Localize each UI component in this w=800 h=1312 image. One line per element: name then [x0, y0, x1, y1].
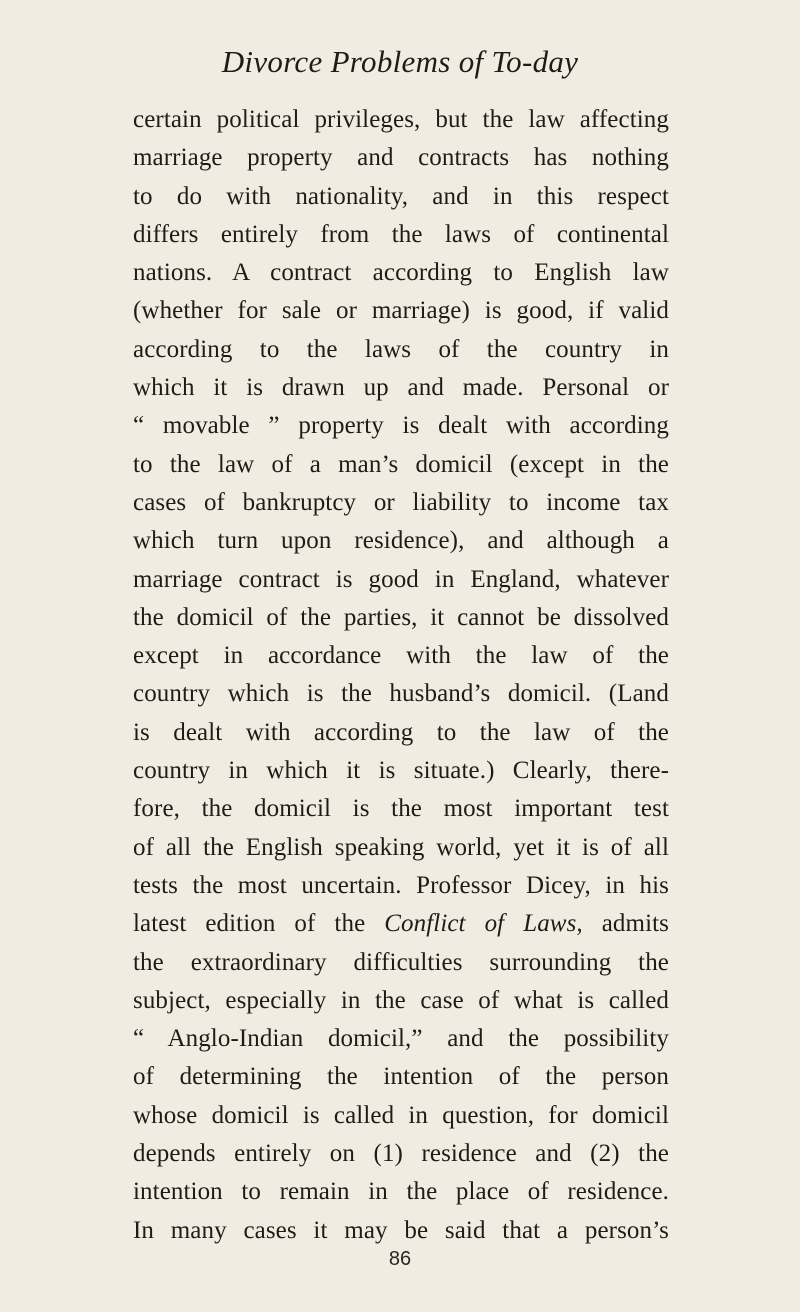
text-line-4: differs entirely from the laws of continental	[133, 220, 669, 248]
book-title-italic: Conflict of Laws,	[384, 910, 583, 938]
text-line-23: the extraordinary difficulties surrounding the	[133, 948, 669, 976]
body-text	[133, 101, 669, 1250]
text-line-3: to do with nationality, and in this respect	[133, 182, 669, 210]
text-line-13: marriage contract is good in England, whatever	[133, 565, 669, 593]
text-line-21: tests the most uncertain. Professor Dicey, in his	[133, 871, 669, 899]
text-line-9: “ movable ” property is dealt with according	[133, 412, 669, 440]
text-line-30: In many cases it may be said that a person’s	[133, 1216, 669, 1244]
running-title: Divorce Problems of To-day	[221, 44, 579, 79]
text-line-5: nations. A contract according to English law	[133, 259, 669, 287]
text-line-6: (whether for sale or marriage) is good, if valid	[133, 297, 669, 325]
text-line-14: the domicil of the parties, it cannot be dissolved	[133, 603, 669, 631]
text-line-16: country which is the husband’s domicil. (Land	[133, 680, 669, 708]
text-line-18: country in which it is situate.) Clearly, there-	[133, 757, 669, 785]
text-line-22-after: admits	[582, 910, 669, 938]
text-line-19: fore, the domicil is the most important test	[133, 795, 669, 823]
text-line-17: is dealt with according to the law of the	[133, 718, 669, 746]
page-number: 86	[388, 1248, 412, 1270]
text-line-25: “ Anglo-Indian domicil,” and the possibility	[133, 1025, 669, 1053]
text-line-27: whose domicil is called in question, for domicil	[133, 1101, 669, 1129]
text-line-22-before: latest edition of the	[133, 910, 385, 938]
text-line-29: intention to remain in the place of residence.	[133, 1178, 669, 1206]
text-line-2: marriage property and contracts has nothing	[133, 144, 669, 172]
text-line-7: according to the laws of the country in	[133, 335, 669, 363]
text-line-15: except in accordance with the law of the	[133, 642, 669, 670]
text-line-20: of all the English speaking world, yet it is of all	[133, 833, 669, 861]
text-line-26: of determining the intention of the person	[133, 1063, 669, 1091]
text-line-12: which turn upon residence), and although a	[133, 527, 669, 555]
text-line-8: which it is drawn up and made. Personal or	[133, 374, 669, 402]
text-line-22	[133, 905, 669, 943]
text-line-10: to the law of a man’s domicil (except in the	[133, 450, 669, 478]
text-line-11: cases of bankruptcy or liability to income tax	[133, 488, 669, 516]
text-line-28: depends entirely on (1) residence and (2) the	[133, 1140, 669, 1168]
text-line-1: certain political privileges, but the law affecting	[133, 106, 669, 133]
text-line-24: subject, especially in the case of what is called	[133, 986, 669, 1014]
